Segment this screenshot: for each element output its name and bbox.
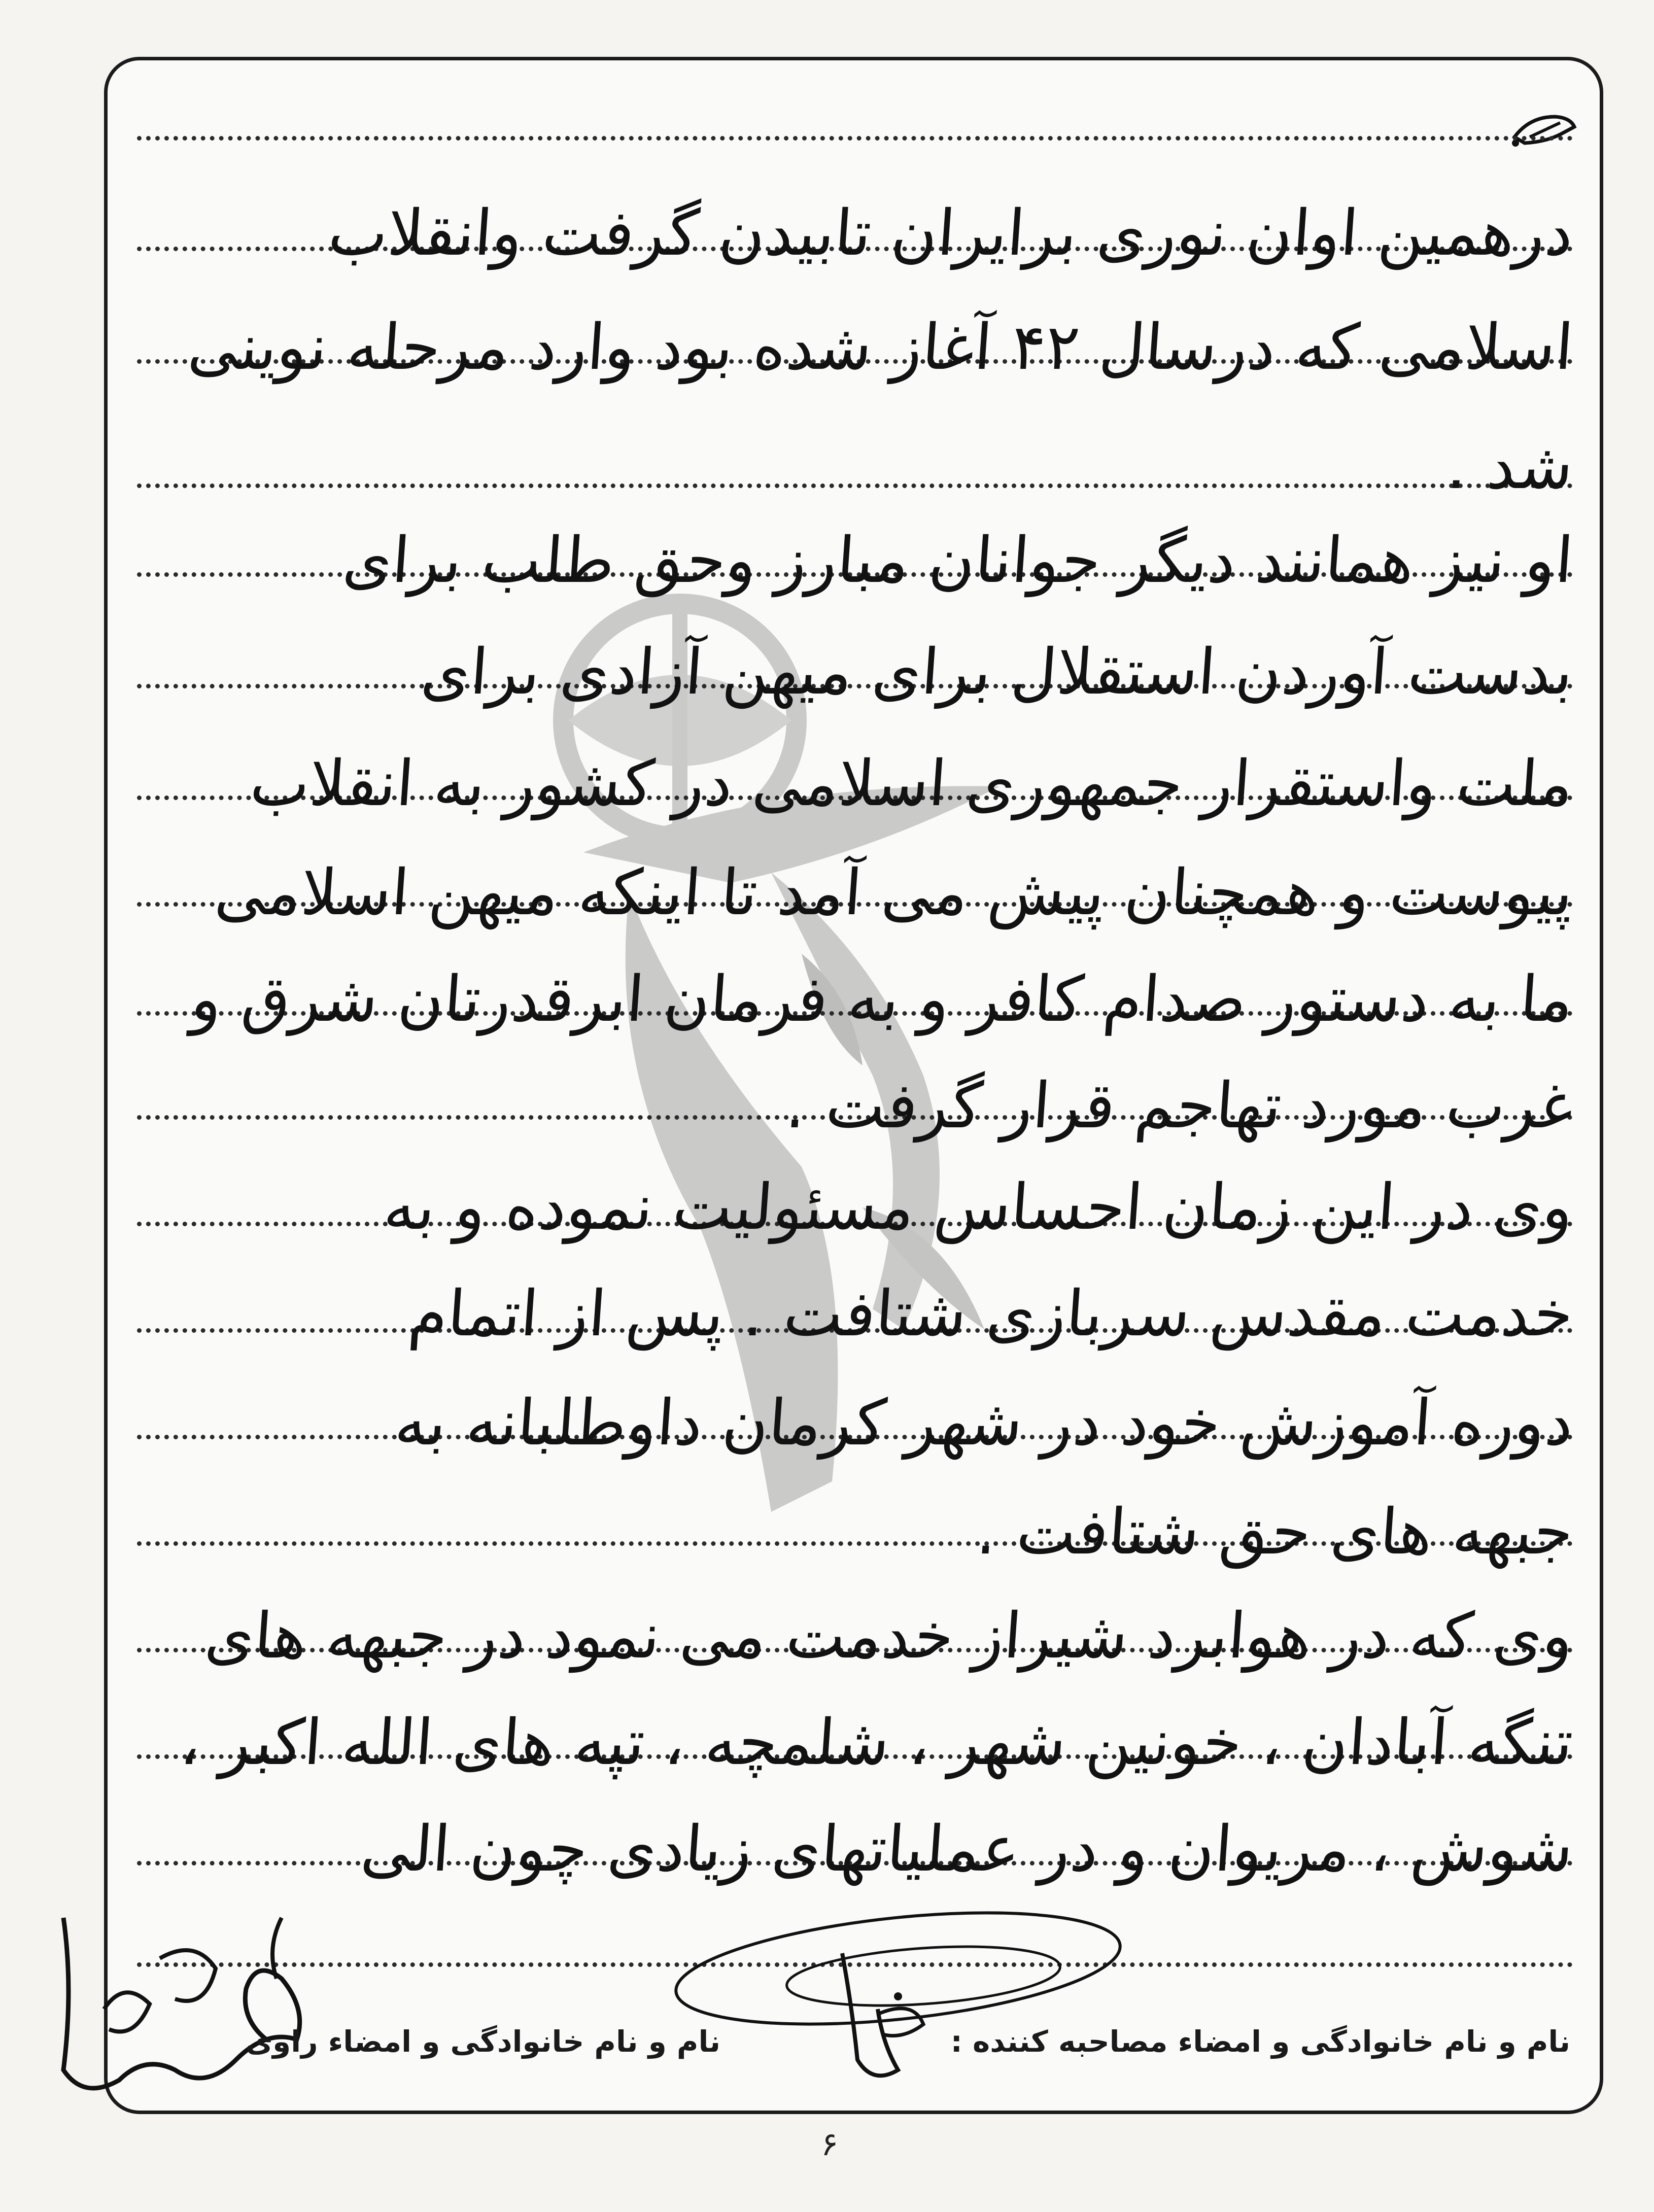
handwritten-line: شوش ، مریوان و در عملیاتهای زیادی چون الی [358,1813,1576,1886]
handwritten-line: او نیز همانند دیگر جوانان مبارز وحق طلب برای [340,524,1576,597]
handwritten-line: خدمت مقدس سربازی شتافت . پس از اتمام [406,1277,1576,1351]
handwritten-line: پیوست و همچنان پیش می آمد تا اینکه میهن اسلامی [212,856,1576,929]
interviewer-label: نام و نام خانوادگی و امضاء مصاحبه کننده : [950,2024,1570,2059]
handwritten-line: وی در این زمان احساس مسئولیت نموده و به [381,1171,1576,1244]
handwritten-line: درهمین اوان نوری برایران تابیدن گرفت وانقلاب [326,197,1576,270]
interviewer-signature [660,1892,1142,2116]
handwritten-line: تنگه آبادان ، خونین شهر ، شلمچه ، تپه های الله اکبر ، [178,1706,1576,1779]
dotted-line [137,132,1573,141]
narrator-signature [43,1887,327,2121]
page-number: ۶ [820,2126,839,2163]
handwritten-line: شد . [1444,430,1576,503]
handwritten-line: وی که در هوابرد شیراز خدمت می نمود در جبهه های [202,1600,1576,1673]
handwritten-line: اسلامی که درسال ۴۲ آغاز شده بود وارد مرحله نوینی [185,311,1576,384]
handwritten-line: غرب مورد تهاجم قرار گرفت . [783,1069,1576,1143]
handwritten-line: جبهه های حق شتافت . [974,1496,1576,1569]
writing-area [137,0,1576,2212]
handwritten-line: ملت واستقرار جمهوری اسلامی در کشور به انقلاب [248,747,1576,820]
handwritten-line: بدست آوردن استقلال برای میهن آزادی برای [419,636,1576,709]
narrator-label: نام و نام خانوادگی و امضاء راوی [245,2024,720,2059]
handwritten-line: ما به دستور صدام کافر و به فرمان ابرقدرتان شرق و [189,963,1576,1036]
handwritten-line: دوره آموزش خود در شهر کرمان داوطلبانه به [392,1387,1576,1460]
